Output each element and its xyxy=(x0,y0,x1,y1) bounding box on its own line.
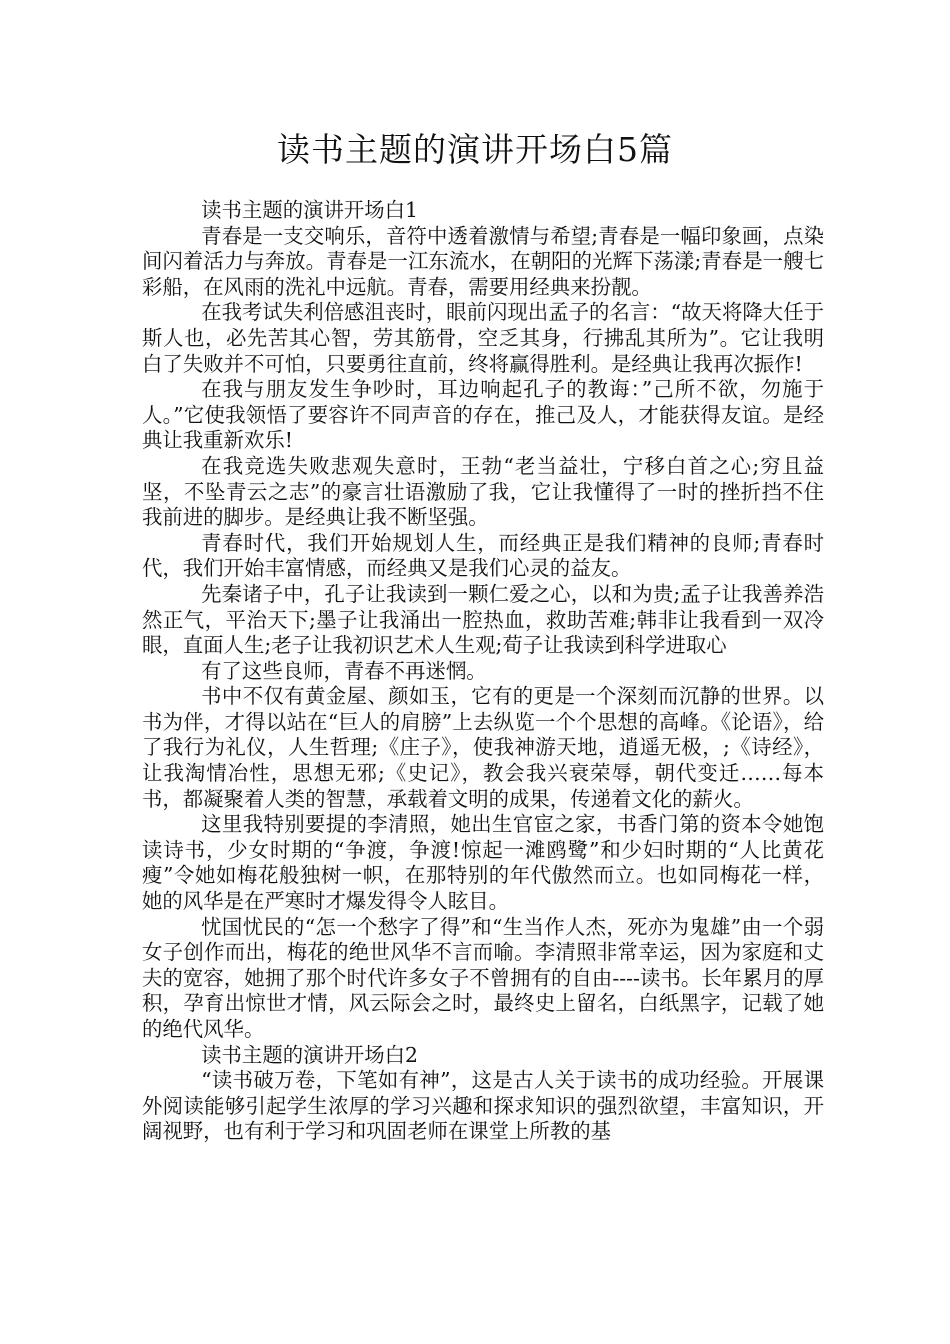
paragraph: 忧国忧民的“怎一个愁字了得”和“生当作人杰，死亦为鬼雄”由一个弱女子创作而出，梅花的绝世风华不言而喻。李清照非常幸运，因为家庭和丈夫的宽容，她拥了那个时代许多女子不曾拥有的自由----读书。长年累月的厚积，孕育出惊世才情，风云际会之时，最终史上留名，白纸黑字，记载了她的绝代风华。 xyxy=(142,914,824,1041)
paragraph: 在我竞选失败悲观失意时，王勃“老当益壮，宁移白首之心;穷且益坚，不坠青云之志”的豪言壮语激励了我，它让我懂得了一时的挫折挡不住我前进的脚步。是经典让我不断坚强。 xyxy=(142,453,824,530)
paragraph: 这里我特别要提的李清照，她出生官宦之家，书香门第的资本令她饱读诗书，少女时期的“争渡，争渡!惊起一滩鸥鹭”和少妇时期的“人比黄花瘦”令她如梅花般独树一帜，在那特别的年代傲然而立。也如同梅花一样，她的风华是在严寒时才爆发得令人眩目。 xyxy=(142,812,824,914)
document-title: 读书主题的演讲开场白5篇 xyxy=(277,130,673,169)
section-heading: 读书主题的演讲开场白1 xyxy=(201,198,419,222)
section-heading: 读书主题的演讲开场白2 xyxy=(201,1042,419,1067)
paragraph: 青春时代，我们开始规划人生，而经典正是我们精神的良师;青春时代，我们开始丰富情感，而经典又是我们心灵的益友。 xyxy=(142,530,824,581)
paragraph: 青春是一支交响乐，音符中透着激情与希望;青春是一幅印象画，点染间闪着活力与奔放。青春是一江东流水，在朝阳的光辉下荡漾;青春是一艘七彩船，在风雨的洗礼中远航。青春，需要用经典来扮靓。 xyxy=(142,223,824,299)
paragraph: 在我与朋友发生争吵时，耳边响起孔子的教诲：”己所不欲，勿施于人。”它使我领悟了要容许不同声音的存在，推己及人，才能获得友谊。是经典让我重新欢乐! xyxy=(142,377,824,453)
document-body xyxy=(142,198,824,1145)
paragraph: 有了这些良师，青春不再迷惘。 xyxy=(201,658,487,683)
paragraph: 书中不仅有黄金屋、颜如玉，它有的更是一个深刻而沉静的世界。以书为伴，才得以站在“巨人的肩膀”上去纵览一个个思想的高峰。《论语》，给了我行为礼仪，人生哲理;《庄子》，使我神游天地，逍遥无极，;《诗经》，让我淘情冶性，思想无邪;《史记》，教会我兴衰荣辱，朝代变迁……每本书，都凝聚着人类的智慧，承载着文明的成果，传递着文化的薪火。 xyxy=(142,684,824,811)
paragraph: 先秦诸子中，孔子让我读到一颗仁爱之心，以和为贵;孟子让我善养浩然正气，平治天下;墨子让我涌出一腔热血，救助苦难;韩非让我看到一双冷眼，直面人生;老子让我初识艺术人生观;荀子让我读到科学进取心 xyxy=(142,581,824,658)
paragraph: “读书破万卷，下笔如有神”，这是古人关于读书的成功经验。开展课外阅读能够引起学生浓厚的学习兴趣和探求知识的强烈欲望，丰富知识，开阔视野，也有利于学习和巩固老师在课堂上所教的基 xyxy=(142,1068,824,1144)
paragraph: 在我考试失利倍感沮丧时，眼前闪现出孟子的名言：“故天将降大任于斯人也，必先苦其心智，劳其筋骨，空乏其身，行拂乱其所为”。它让我明白了失败并不可怕，只要勇往直前，终将赢得胜利。是经典让我再次振作! xyxy=(142,300,824,376)
